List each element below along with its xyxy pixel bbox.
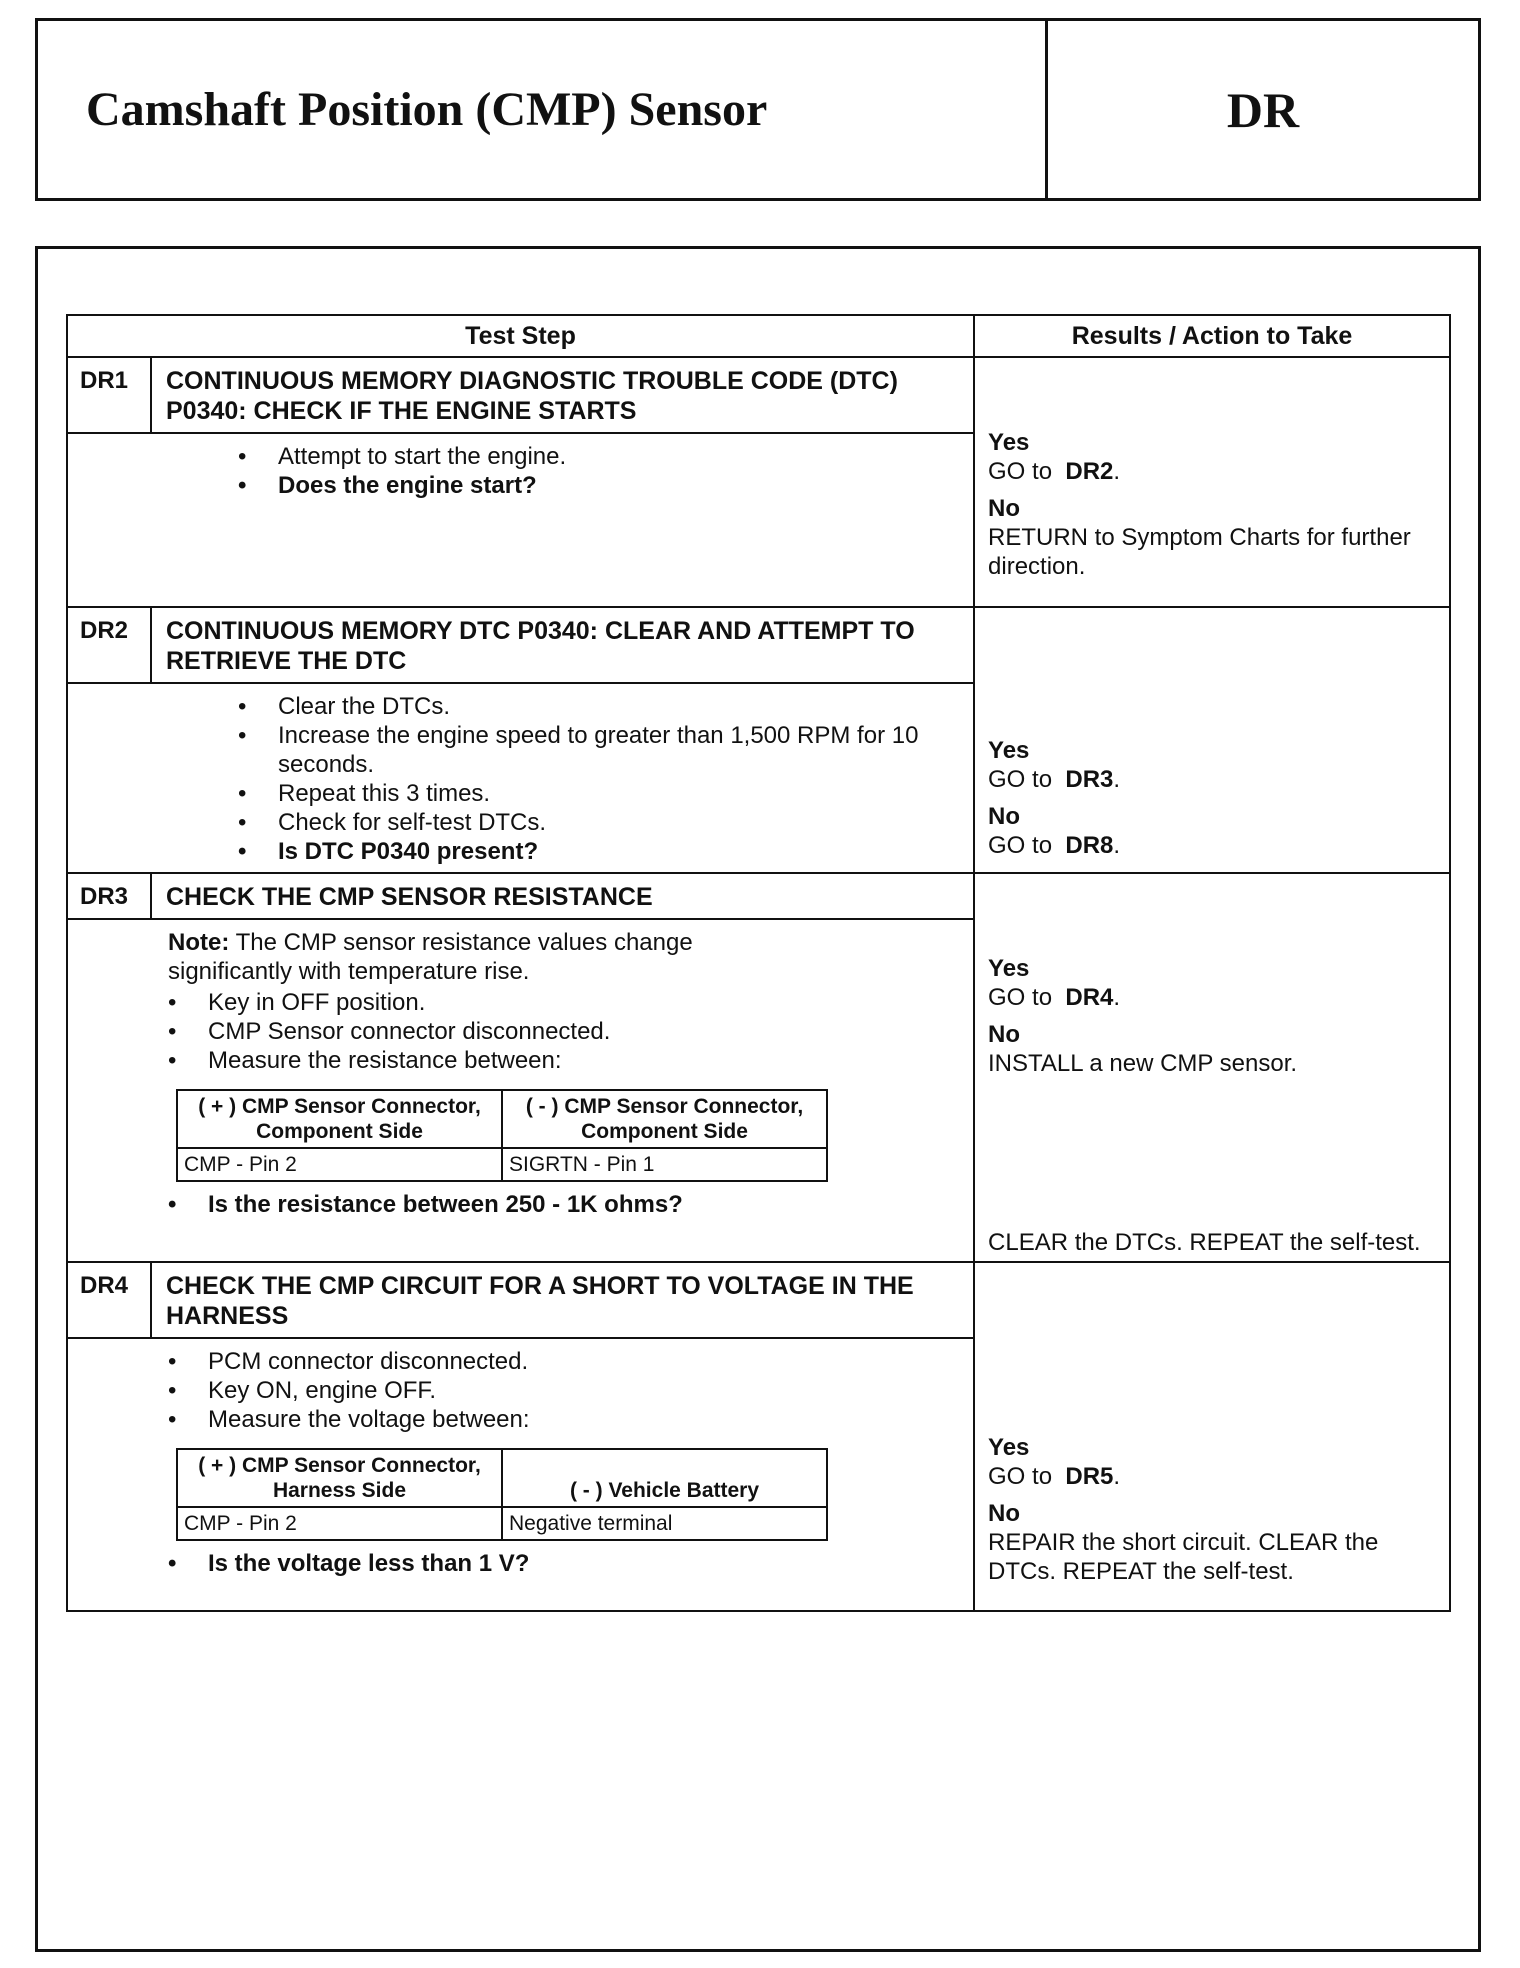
diagnostic-table <box>66 314 1451 1612</box>
no-action: INSTALL a new CMP sensor. <box>988 1050 1298 1077</box>
list-item: • Check for self-test DTCs. <box>238 808 933 837</box>
step-id: DR1 <box>67 357 151 433</box>
list-item: • Measure the voltage between: <box>168 1405 823 1434</box>
yes-action: GO to <box>988 766 1053 793</box>
note-label: Note: <box>168 929 230 956</box>
step-dr1-results: Yes GO to DR2. No RETURN to Symptom Charts for further direction. <box>974 357 1450 607</box>
list-item: • Repeat this 3 times. <box>238 779 933 808</box>
step-dr4-results: Yes GO to DR5. No REPAIR the short circuit. CLEAR the DTCs. REPEAT the self-test. <box>974 1262 1450 1611</box>
sub-table-header: ( + ) CMP Sensor Connector, Harness Side <box>177 1449 502 1507</box>
list-item: • Key ON, engine OFF. <box>168 1376 823 1405</box>
step-dr3-results: Yes GO to DR4. No INSTALL a new CMP sensor. CLEAR the DTCs. REPEAT the self-test. <box>974 873 1450 1262</box>
list-item: • Key in OFF position. <box>168 988 823 1017</box>
step-id: DR3 <box>67 873 151 919</box>
voltage-table <box>176 1448 828 1541</box>
no-action: RETURN to Symptom Charts for further direction. <box>988 524 1411 580</box>
no-label: No <box>988 1021 1021 1048</box>
no-action: GO to <box>988 832 1053 859</box>
no-target: DR8 <box>1065 832 1114 859</box>
yes-action: GO to <box>988 458 1053 485</box>
step-heading: CHECK THE CMP SENSOR RESISTANCE <box>151 873 974 919</box>
list-item: • Attempt to start the engine. <box>238 442 963 471</box>
note <box>168 928 823 986</box>
step-dr4-body <box>67 1338 974 1611</box>
section-code: DR <box>1226 81 1300 138</box>
page-title: Camshaft Position (CMP) Sensor <box>38 21 1048 198</box>
yes-label: Yes <box>988 737 1030 764</box>
step-question: • Does the engine start? <box>238 471 963 500</box>
resistance-table <box>176 1089 828 1182</box>
step-dr2-heading-row <box>67 607 1450 683</box>
step-heading: CHECK THE CMP CIRCUIT FOR A SHORT TO VOLTAGE IN THE HARNESS <box>151 1262 974 1338</box>
yes-label: Yes <box>988 955 1030 982</box>
no-label: No <box>988 1500 1021 1527</box>
yes-target: DR5 <box>1065 1463 1114 1490</box>
step-dr2-body <box>67 683 974 873</box>
step-question: • Is the resistance between 250 - 1K ohms? <box>168 1190 823 1219</box>
step-id: DR2 <box>67 607 151 683</box>
extra-action: CLEAR the DTCs. REPEAT the self-test. <box>988 1229 1421 1256</box>
sub-table-header: ( - ) CMP Sensor Connector, Component Side <box>502 1090 827 1148</box>
step-dr3-body <box>67 919 974 1262</box>
step-dr1-body <box>67 433 974 607</box>
table-header-row <box>67 315 1450 357</box>
list-item: • Clear the DTCs. <box>238 692 933 721</box>
step-heading: CONTINUOUS MEMORY DIAGNOSTIC TROUBLE CODE (DTC) P0340: CHECK IF THE ENGINE STARTS <box>151 357 974 433</box>
no-action: REPAIR the short circuit. CLEAR the DTCs. REPEAT the self-test. <box>988 1529 1379 1585</box>
step-dr2-results: Yes GO to DR3. No GO to DR8. <box>974 607 1450 873</box>
no-label: No <box>988 495 1021 522</box>
yes-action: GO to <box>988 1463 1053 1490</box>
step-dr1-heading-row <box>67 357 1450 433</box>
yes-label: Yes <box>988 1434 1030 1461</box>
sub-table-cell: SIGRTN - Pin 1 <box>502 1148 827 1181</box>
sub-table-cell: Negative terminal <box>502 1507 827 1540</box>
yes-target: DR4 <box>1065 984 1114 1011</box>
sub-table-cell: CMP - Pin 2 <box>177 1507 502 1540</box>
yes-label: Yes <box>988 429 1030 456</box>
page-header <box>35 18 1481 201</box>
step-question: • Is DTC P0340 present? <box>238 837 933 866</box>
list-item: • Increase the engine speed to greater than 1,500 RPM for 10 seconds. <box>238 721 933 779</box>
note-text: The CMP sensor resistance values change significantly with temperature rise. <box>168 929 693 985</box>
sub-table-cell: CMP - Pin 2 <box>177 1148 502 1181</box>
list-item: • CMP Sensor connector disconnected. <box>168 1017 823 1046</box>
yes-target: DR3 <box>1065 766 1114 793</box>
yes-action: GO to <box>988 984 1053 1011</box>
step-question: • Is the voltage less than 1 V? <box>168 1549 823 1578</box>
yes-target: DR2 <box>1065 458 1114 485</box>
step-heading: CONTINUOUS MEMORY DTC P0340: CLEAR AND ATTEMPT TO RETRIEVE THE DTC <box>151 607 974 683</box>
step-dr3-heading-row <box>67 873 1450 919</box>
list-item: • PCM connector disconnected. <box>168 1347 823 1376</box>
results-header: Results / Action to Take <box>974 315 1450 357</box>
no-label: No <box>988 803 1021 830</box>
list-item: • Measure the resistance between: <box>168 1046 823 1075</box>
step-id: DR4 <box>67 1262 151 1338</box>
step-dr4-heading-row <box>67 1262 1450 1338</box>
sub-table-header: ( - ) Vehicle Battery <box>502 1449 827 1507</box>
test-step-header: Test Step <box>67 315 974 357</box>
sub-table-header: ( + ) CMP Sensor Connector, Component Side <box>177 1090 502 1148</box>
